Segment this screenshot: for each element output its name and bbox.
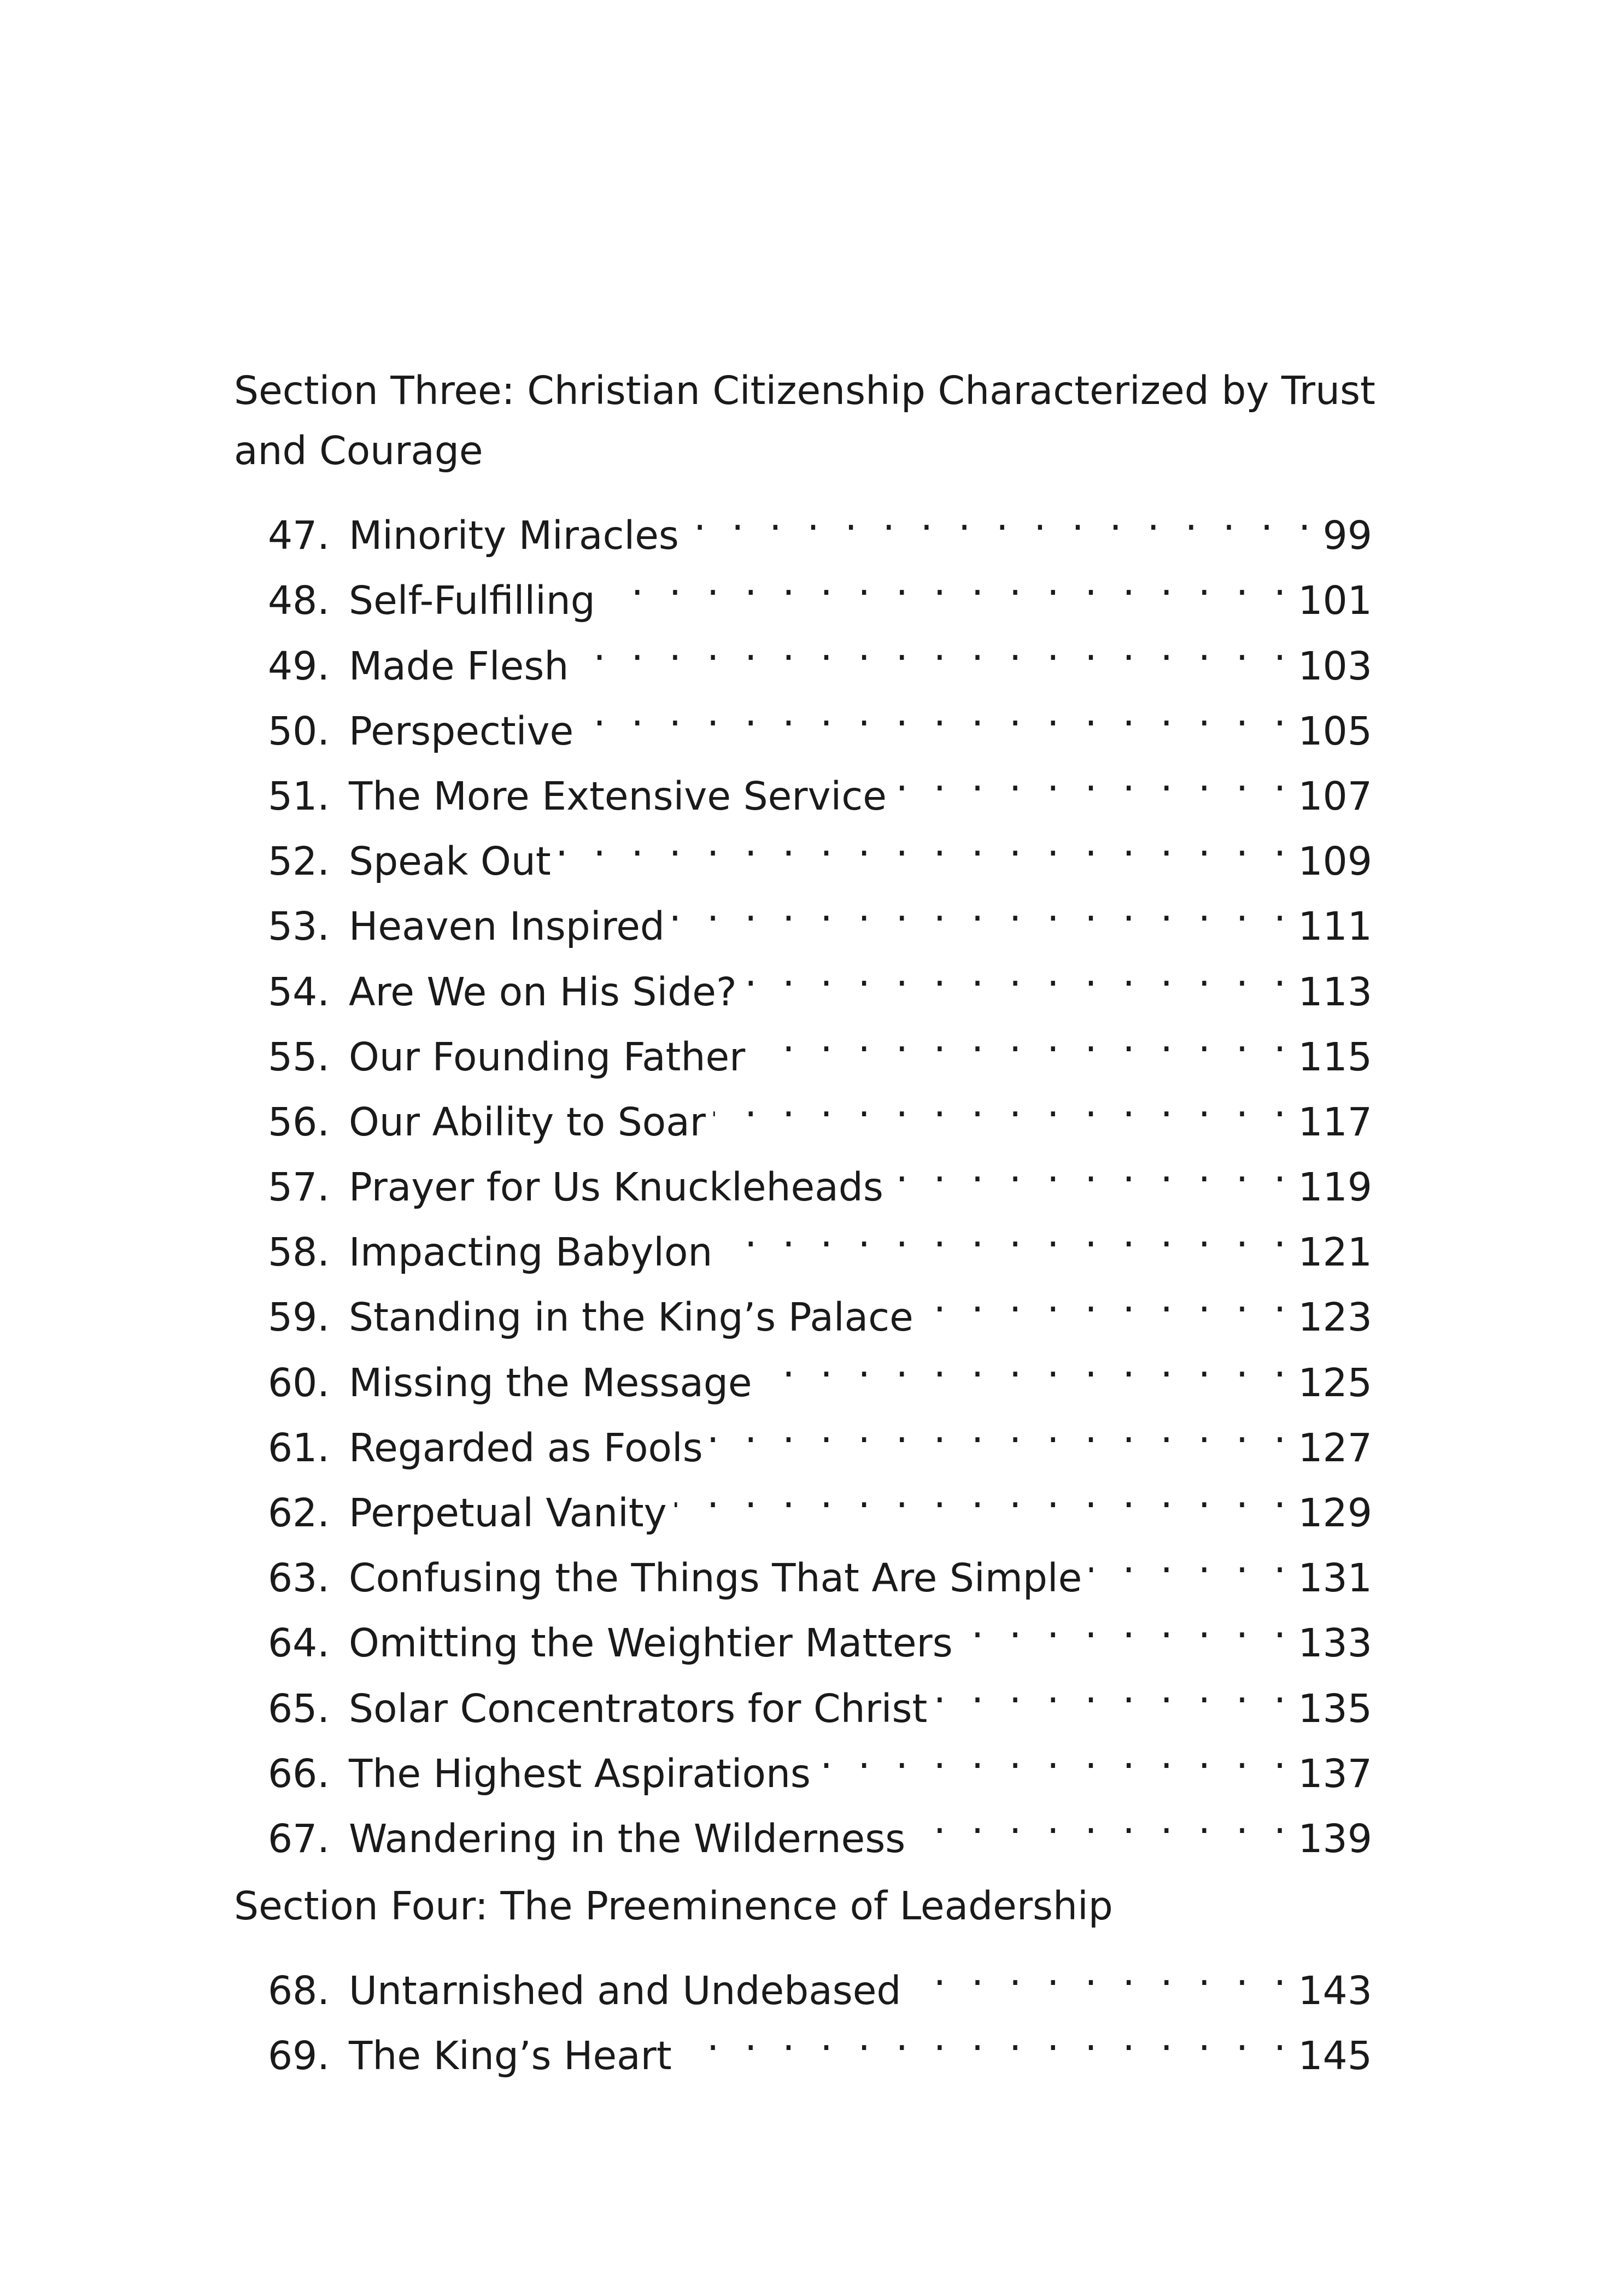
- toc-entry-number: 56.: [268, 1099, 330, 1145]
- toc-entry: [268, 484, 1372, 559]
- toc-entry-title: Omitting the Weightier Matters: [349, 1610, 960, 1676]
- toc-entry-page-number: 101: [1292, 568, 1372, 633]
- toc-entry-number: 47.: [268, 513, 330, 559]
- toc-entry-title: Our Founding Father: [349, 1024, 753, 1090]
- toc-entry-page-number: 115: [1292, 1024, 1372, 1090]
- section-four-heading-line1: Section Four: The Preeminence of Leadership: [234, 1883, 1113, 1929]
- section-three-heading-line2: and Courage: [234, 428, 483, 473]
- section-four-heading: [234, 1876, 1382, 1936]
- toc-entry-number: 67.: [268, 1815, 330, 1861]
- toc-entry-number: 66.: [268, 1750, 330, 1796]
- toc-entry-page-number: 109: [1292, 829, 1372, 894]
- toc-entry-page-number: 119: [1292, 1155, 1372, 1220]
- toc-dot-leader: [935, 1656, 1292, 1721]
- toc-entry-number: 63.: [268, 1555, 330, 1601]
- toc-entry-page-number: 121: [1292, 1220, 1372, 1285]
- toc-entry-title: Perpetual Vanity: [349, 1480, 675, 1545]
- toc-entry-title: The More Extensive Service: [349, 764, 894, 829]
- toc-entry-page-number: 137: [1292, 1741, 1372, 1806]
- toc-entry-page-number: 107: [1292, 764, 1372, 829]
- toc-entry-title: Perspective: [349, 699, 581, 764]
- toc-entry-number: 58.: [268, 1229, 330, 1275]
- toc-entry-page-number: 127: [1292, 1415, 1372, 1480]
- toc-dot-leader: [913, 1787, 1292, 1852]
- toc-entry-page-number: 129: [1292, 1480, 1372, 1545]
- toc-entry-title: Our Ability to Soar: [349, 1090, 713, 1155]
- toc-dot-leader: [894, 745, 1292, 810]
- toc-entry-page-number: 125: [1292, 1350, 1372, 1415]
- toc-entry-title: Confusing the Things That Are Simple: [349, 1545, 1090, 1610]
- toc-dot-leader: [711, 1396, 1293, 1461]
- toc-entry-number: 48.: [268, 578, 330, 624]
- toc-entry-title: Are We on His Side?: [349, 959, 745, 1024]
- toc-entry-number: 57.: [268, 1164, 330, 1210]
- toc-entry-title: Self-Fulfilling: [349, 568, 603, 633]
- toc-dot-leader: [576, 614, 1292, 679]
- toc-entry-title: Minority Miracles: [349, 503, 687, 568]
- toc-entry-number: 50.: [268, 708, 330, 754]
- toc-entry-page-number: 133: [1292, 1610, 1372, 1676]
- toc-entry-page-number: 139: [1292, 1806, 1372, 1871]
- toc-entry-page-number: 123: [1292, 1285, 1372, 1350]
- toc-dot-leader: [909, 1939, 1292, 2004]
- toc-entry-title: The King’s Heart: [349, 2023, 680, 2088]
- toc-entry-title: The Highest Aspirations: [349, 1741, 818, 1806]
- toc-entry-page-number: 99: [1317, 503, 1372, 568]
- toc-entry-page-number: 131: [1292, 1545, 1372, 1610]
- toc-entry-number: 55.: [268, 1034, 330, 1080]
- toc-dot-leader: [921, 1266, 1293, 1331]
- toc-dot-leader: [672, 875, 1293, 940]
- toc-entry-number: 52.: [268, 839, 330, 885]
- toc-entry-page-number: 105: [1292, 699, 1372, 764]
- toc-dot-leader: [581, 680, 1292, 745]
- toc-entry-page-number: 135: [1292, 1676, 1372, 1741]
- toc-dot-leader: [891, 1135, 1293, 1200]
- toc-dot-leader: [713, 1070, 1293, 1135]
- toc-entry-title: Prayer for Us Knuckleheads: [349, 1155, 891, 1220]
- toc-entry-number: 65.: [268, 1685, 330, 1731]
- toc-entry-title: Missing the Message: [349, 1350, 760, 1415]
- toc-entry-page-number: 143: [1292, 1958, 1372, 2023]
- toc-entry-title: Made Flesh: [349, 634, 576, 699]
- toc-entry-title: Wandering in the Wilderness: [349, 1806, 913, 1871]
- toc-entry-number: 61.: [268, 1425, 330, 1471]
- toc-entry-title: Heaven Inspired: [349, 894, 672, 959]
- toc-dot-leader: [603, 549, 1293, 614]
- section-four-entries: [268, 1939, 1372, 2079]
- toc-entry-page-number: 111: [1292, 894, 1372, 959]
- toc-dot-leader: [753, 1005, 1292, 1070]
- toc-dot-leader: [1090, 1526, 1292, 1591]
- section-three-heading: [234, 361, 1382, 481]
- toc-entry-title: Regarded as Fools: [349, 1415, 711, 1480]
- toc-entry-page-number: 145: [1292, 2023, 1372, 2088]
- toc-dot-leader: [687, 484, 1317, 549]
- toc-entry-page-number: 117: [1292, 1090, 1372, 1155]
- toc-entry-number: 60.: [268, 1360, 330, 1405]
- toc-entry-number: 64.: [268, 1620, 330, 1666]
- toc-entry-number: 53.: [268, 904, 330, 950]
- toc-entry-page-number: 103: [1292, 634, 1372, 699]
- toc-entry-title: Impacting Babylon: [349, 1220, 720, 1285]
- toc-entry-number: 69.: [268, 2033, 330, 2079]
- toc-entry-title: Solar Concentrators for Christ: [349, 1676, 935, 1741]
- section-three-heading-line1: Section Three: Christian Citizenship Characterized by Trust: [234, 368, 1375, 413]
- toc-entry-page-number: 113: [1292, 959, 1372, 1024]
- toc-entry-title: Untarnished and Undebased: [349, 1958, 909, 2023]
- toc-entry-number: 59.: [268, 1295, 330, 1340]
- toc-entry-number: 68.: [268, 1968, 330, 2014]
- toc-entry-number: 62.: [268, 1490, 330, 1536]
- toc-entry-title: Standing in the King’s Palace: [349, 1285, 921, 1350]
- toc-entry: [268, 1939, 1372, 2014]
- toc-dot-leader: [745, 940, 1293, 1005]
- toc-entry-number: 49.: [268, 643, 330, 689]
- section-three-entries: [268, 484, 1372, 1861]
- toc-dot-leader: [675, 1461, 1293, 1526]
- toc-entry-title: Speak Out: [349, 829, 559, 894]
- toc-entry-number: 51.: [268, 773, 330, 819]
- toc-entry-number: 54.: [268, 969, 330, 1015]
